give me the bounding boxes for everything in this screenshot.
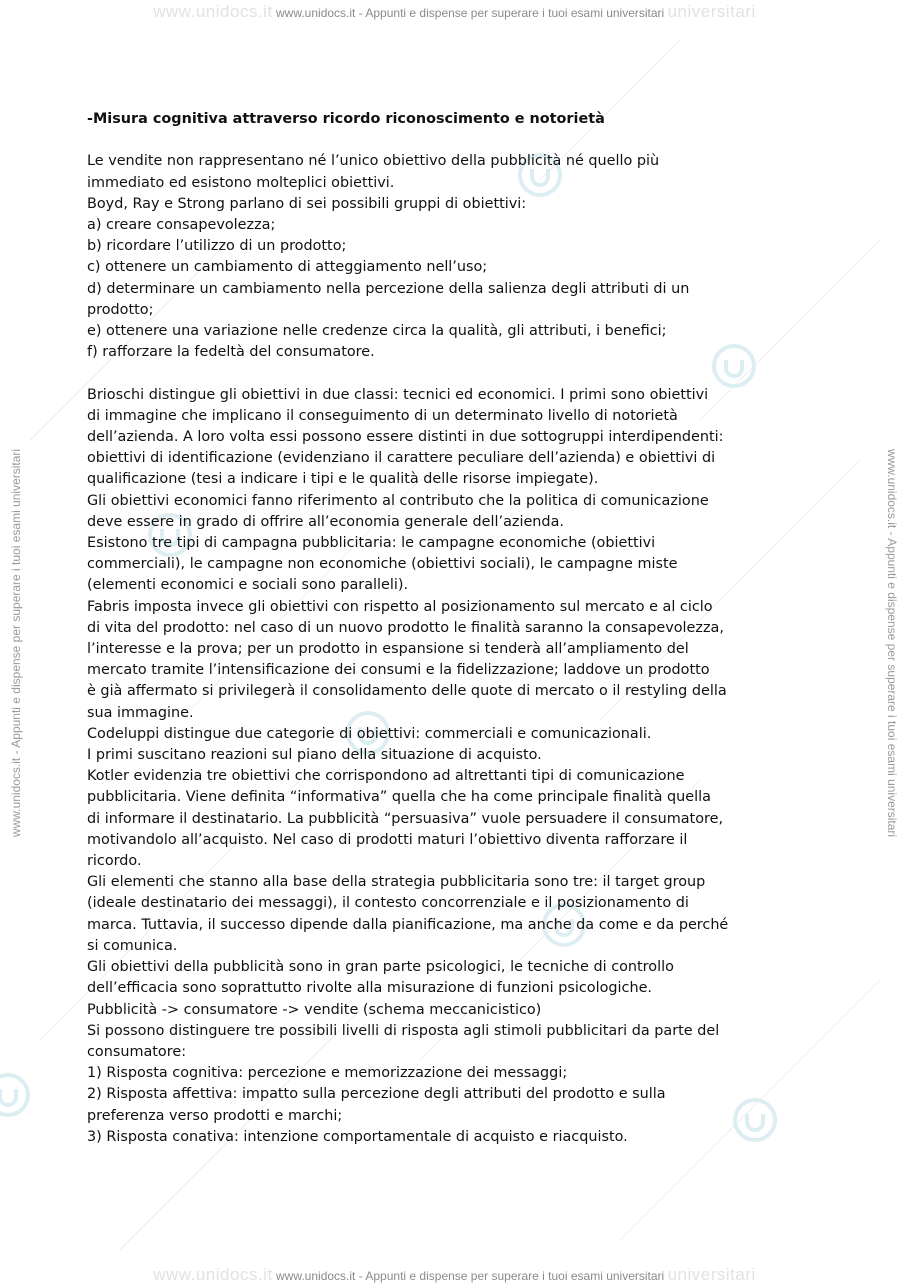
- header-watermark: [0, 2, 909, 22]
- paragraph-spacer: [87, 363, 827, 384]
- text-line: pubblicitaria. Viene definita “informativa” quella che ha come principale finalità quella: [87, 789, 711, 806]
- text-line: Le vendite non rappresentano né l’unico obiettivo della pubblicità né quello più: [87, 153, 660, 170]
- unidocs-logo-icon: [0, 1075, 28, 1115]
- text-line: Kotler evidenzia tre obiettivi che corrispondono ad altrettanti tipi di comunicazione: [87, 768, 685, 785]
- text-line: marca. Tuttavia, il successo dipende dalla pianificazione, ma anche da come e da perché: [87, 916, 729, 933]
- footer-watermark-faded-site: www.unidocs.it: [153, 1265, 273, 1284]
- footer-watermark-text: www.unidocs.it - Appunti e dispense per superare i tuoi esami universitari: [276, 1269, 665, 1283]
- text-line: è già affermato si privilegerà il consolidamento delle quote di mercato o il restyling della: [87, 683, 727, 700]
- text-line: di informare il destinatario. La pubblicità “persuasiva” vuole persuadere il consumatore,: [87, 810, 724, 827]
- text-line: Gli obiettivi della pubblicità sono in gran parte psicologici, le tecniche di controllo: [87, 959, 674, 976]
- text-line: motivandolo all’acquisto. Nel caso di prodotti maturi l’obiettivo diventa rafforzare il: [87, 831, 688, 848]
- text-line: Pubblicità -> consumatore -> vendite (schema meccanicistico): [87, 1001, 542, 1018]
- text-line: si comunica.: [87, 937, 178, 954]
- text-line: di vita del prodotto: nel caso di un nuovo prodotto le finalità saranno la consapevolezza,: [87, 619, 724, 636]
- text-line: I primi suscitano reazioni sul piano della situazione di acquisto.: [87, 747, 542, 764]
- text-line: Gli obiettivi economici fanno riferimento al contributo che la politica di comunicazione: [87, 492, 709, 509]
- text-line: di immagine che implicano il conseguimento di un determinato livello di notorietà: [87, 407, 678, 424]
- paragraph-spacer: [87, 130, 827, 151]
- text-line: sua immagine.: [87, 704, 194, 721]
- left-side-watermark: [9, 449, 23, 837]
- text-line: dell’azienda. A loro volta essi possono essere distinti in due sottogruppi interdipendenti:: [87, 429, 724, 446]
- text-line: d) determinare un cambiamento nella percezione della salienza degli attributi di un: [87, 280, 690, 297]
- text-line: obiettivi di identificazione (evidenziano il carattere peculiare dell’azienda) e obiettivi di: [87, 450, 716, 467]
- text-line: c) ottenere un cambiamento di atteggiamento nell’uso;: [87, 259, 488, 276]
- header-watermark-faded-tail: universitari: [667, 2, 756, 21]
- text-line: l’interesse e la prova; per un prodotto in espansione si tenderà all’ampliamento del: [87, 641, 689, 658]
- text-line: qualificazione (tesi a indicare i tipi e le qualità delle risorse impiegate).: [87, 471, 599, 488]
- text-line: Boyd, Ray e Strong parlano di sei possibili gruppi di obiettivi:: [87, 195, 527, 212]
- document-title: -Misura cognitiva attraverso ricordo riconoscimento e notorietà: [87, 111, 605, 127]
- text-line: Codeluppi distingue due categorie di obiettivi: commerciali e comunicazionali.: [87, 725, 652, 742]
- text-line: 1) Risposta cognitiva: percezione e memorizzazione dei messaggi;: [87, 1065, 568, 1082]
- text-line: a) creare consapevolezza;: [87, 217, 276, 233]
- text-line: Brioschi distingue gli obiettivi in due classi: tecnici ed economici. I primi sono obiettivi: [87, 386, 709, 403]
- text-line: commerciali), le campagne non economiche (obiettivi sociali), le campagne miste: [87, 556, 678, 573]
- text-line: immediato ed esistono molteplici obiettivi.: [87, 174, 395, 191]
- footer-watermark-faded-tail: universitari: [667, 1265, 756, 1284]
- text-line: f) rafforzare la fedeltà del consumatore.: [87, 344, 375, 361]
- text-line: b) ricordare l’utilizzo di un prodotto;: [87, 238, 347, 255]
- text-line: dell’efficacia sono soprattutto rivolte alla misurazione di funzioni psicologiche.: [87, 980, 652, 997]
- document-lines: [87, 151, 827, 1148]
- text-line: 3) Risposta conativa: intenzione comportamentale di acquisto e riacquisto.: [87, 1128, 628, 1145]
- text-line: (elementi economici e sociali sono paralleli).: [87, 577, 409, 594]
- text-line: Si possono distinguere tre possibili livelli di risposta agli stimoli pubblicitari da parte del: [87, 1022, 720, 1039]
- text-line: ricordo.: [87, 853, 142, 870]
- text-line: 2) Risposta affettiva: impatto sulla percezione degli attributi del prodotto e sulla: [87, 1086, 666, 1103]
- text-line: Gli elementi che stanno alla base della strategia pubblicitaria sono tre: il target group: [87, 874, 706, 891]
- footer-watermark: [0, 1265, 909, 1285]
- document-body: [87, 109, 827, 1148]
- text-line: prodotto;: [87, 301, 154, 318]
- text-line: Esistono tre tipi di campagna pubblicitaria: le campagne economiche (obiettivi: [87, 535, 656, 552]
- text-line: consumatore:: [87, 1043, 187, 1060]
- text-line: Fabris imposta invece gli obiettivi con rispetto al posizionamento sul mercato e al ciclo: [87, 598, 713, 615]
- text-line: mercato tramite l’intensificazione dei consumi e la fidelizzazione; laddove un prodotto: [87, 662, 710, 679]
- right-side-watermark-text: www.unidocs.it - Appunti e dispense per superare i tuoi esami universitari: [885, 448, 899, 838]
- left-side-watermark-text: www.unidocs.it - Appunti e dispense per superare i tuoi esami universitari: [9, 448, 23, 838]
- text-line: e) ottenere una variazione nelle credenze circa la qualità, gli attributi, i benefici;: [87, 323, 667, 340]
- text-line: deve essere in grado di offrire all’economia generale dell’azienda.: [87, 513, 564, 530]
- text-line: preferenza verso prodotti e marchi;: [87, 1107, 343, 1124]
- right-side-watermark: [885, 449, 899, 837]
- header-watermark-faded-site: www.unidocs.it: [153, 2, 273, 21]
- text-line: (ideale destinatario dei messaggi), il contesto concorrenziale e il posizionamento di: [87, 895, 689, 912]
- header-watermark-text: www.unidocs.it - Appunti e dispense per superare i tuoi esami universitari: [276, 6, 665, 20]
